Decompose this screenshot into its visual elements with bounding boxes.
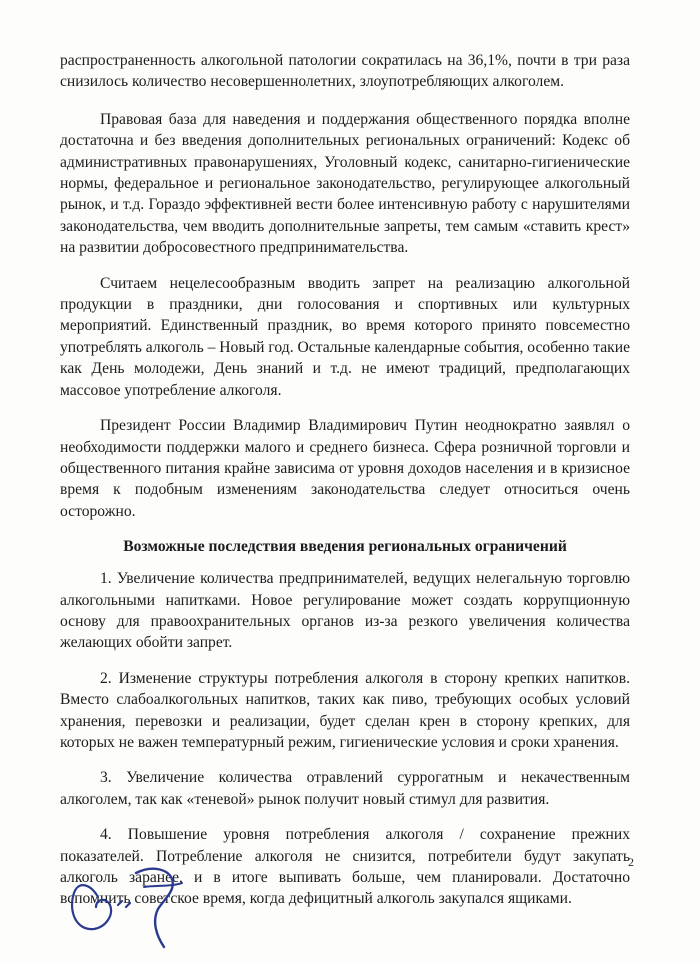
list-item-1: 1. Увеличение количества предпринимателей, ведущих нелегальную торговлю алкогольными напитками. Новое регулирование может создать коррупционную основу для правоохранительных органов из-за резкого увеличения количества желающих обойти запрет. bbox=[60, 570, 630, 652]
signature-stroke-4 bbox=[144, 883, 182, 887]
paragraph-legal-base: Правовая база для наведения и поддержания общественного порядка вполне достаточна и без введения дополнительных региональных ограничений: Кодекс об административных правонарушениях, Уголовный кодекс, санитарно-гигиенические нормы, федеральное и региональное законодательство, регулирующее алкогольный рынок, и т.д. Гораздо эффективней вести более интенсивную работу с нарушителями законодательства, чем вводить дополнительные запреты, тем самым «ставить крест» на развитии добросовестного предпринимательства. bbox=[60, 110, 630, 257]
section-heading: Возможные последствия введения региональных ограничений bbox=[123, 538, 567, 556]
paragraph-holiday-ban: Считаем нецелесообразным вводить запрет на реализацию алкогольной продукции в праздники, дни голосования и спортивных или культурных мероприятий. Единственный праздник, во время которого принято повсеместно употреблять алкоголь – Новый год. Остальные календарные события, особенно такие как День молодежи, День знаний и т.д. не имеют традиций, предполагающих массовое употребление алкоголя. bbox=[60, 274, 631, 399]
list-item-3: 3. Увеличение количества отравлений суррогатным и некачественным алкоголем, так как «теневой» рынок получит новый стимул для развития. bbox=[60, 769, 630, 808]
paragraph-president: Президент России Владимир Владимирович Путин неоднократно заявлял о необходимости поддержки малого и среднего бизнеса. Сфера розничной торговли и общественного питания крайне зависима от уровня доходов населения и в кризисное время к подобным изменениям законодательства следует относиться очень осторожно. bbox=[60, 417, 630, 520]
list-item-4: 4. Повышение уровня потребления алкоголя / сохранение прежних показателей. Потребление алкоголя не снизится, потребители будут закупать алкоголь заранее, и в итоге выпивать больше, чем планировали. Достаточно вспомнить советское время, когда дефицитный алкоголь закупался ящиками. bbox=[60, 826, 630, 908]
signature-stroke-2 bbox=[118, 901, 130, 907]
signature-stroke-1 bbox=[72, 885, 111, 929]
document-body bbox=[60, 50, 630, 924]
signature-stroke-3 bbox=[136, 869, 173, 947]
handwritten-signature bbox=[60, 835, 220, 955]
list-item-2: 2. Изменение структуры потребления алкоголя в сторону крепких напитков. Вместо слабоалкогольных напитков, таких как пиво, требующих особых условий хранения, перевозки и реализации, будет сделан крен в сторону крепких, для которых не важен температурный режим, гигиенические условия и сроки хранения. bbox=[60, 669, 630, 751]
page-number: 2 bbox=[628, 855, 634, 869]
paragraph-continuation: распространенность алкогольной патологии сократилась на 36,1%, почти в три раза снизилось количество несовершеннолетних, злоупотребляющих алкоголем. bbox=[60, 52, 630, 91]
